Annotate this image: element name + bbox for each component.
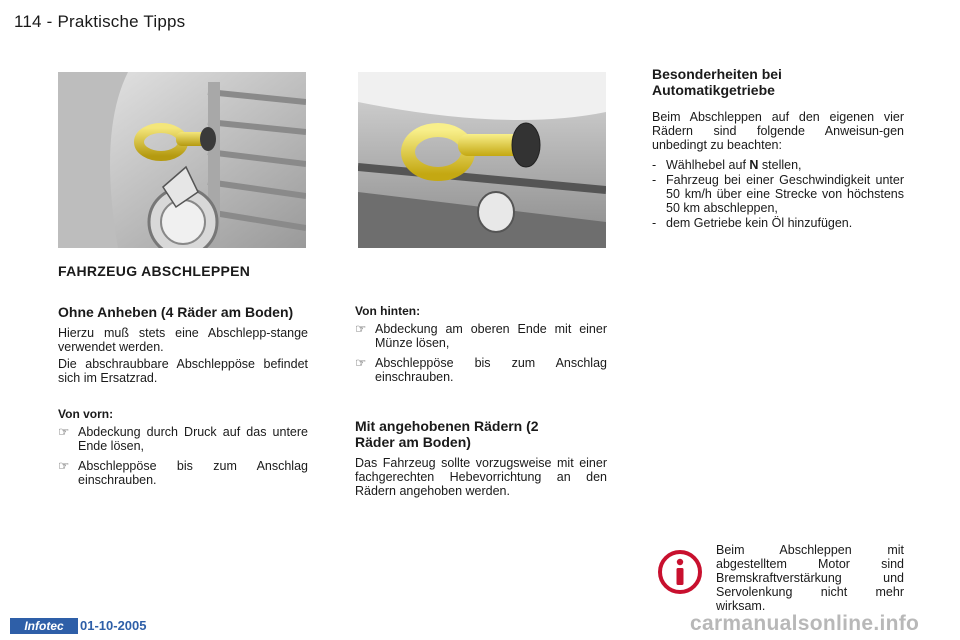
info-note-text: Beim Abschleppen mit abgestelltem Motor sind Bremskraftverstärkung und Servolenkung nicht mehr wirksam.: [716, 543, 904, 613]
list-item: [58, 425, 308, 453]
automatic-item-2: Fahrzeug bei einer Geschwindigkeit unter 50 km/h über eine Strecke von höchstens 50 km abschleppen,: [666, 173, 904, 215]
list-item: [652, 173, 904, 215]
list-item: [652, 216, 904, 230]
page-header: [14, 12, 185, 32]
watermark: carmanualsonline.info: [690, 612, 920, 635]
automatic-list: [652, 158, 904, 230]
no-lift-para-1: Hierzu muß stets eine Abschlepp-stange verwendet werden.: [58, 326, 308, 354]
rear-step-2: Abschleppöse bis zum Anschlag einschrauben.: [375, 356, 607, 384]
automatic-heading: Besonderheiten bei Automatikgetriebe: [652, 66, 782, 98]
pointing-hand-icon: ☞: [355, 356, 367, 370]
pointing-hand-icon: ☞: [58, 425, 70, 439]
front-step-1: Abdeckung durch Druck auf das untere Ende lösen,: [78, 425, 308, 453]
footer-date: 01-10-2005: [80, 618, 147, 633]
front-step-2: Abschleppöse bis zum Anschlag einschrauben.: [78, 459, 308, 487]
rear-steps-list: [355, 322, 607, 384]
section-title: Praktische Tipps: [57, 12, 186, 31]
column-2: [355, 304, 607, 498]
dash-marker: -: [652, 158, 657, 172]
pointing-hand-icon: ☞: [58, 459, 70, 473]
automatic-item-1-post: stellen,: [758, 158, 802, 172]
info-icon: [656, 548, 704, 596]
pointing-hand-icon: ☞: [355, 322, 367, 336]
list-item: [652, 158, 904, 172]
no-lift-heading: Ohne Anheben (4 Räder am Boden): [58, 304, 294, 320]
dash-marker: -: [652, 173, 657, 187]
header-separator: -: [46, 12, 53, 31]
main-title: FAHRZEUG ABSCHLEPPEN: [58, 263, 251, 279]
infotec-logo: Infotec: [10, 618, 78, 634]
page-number: 114: [14, 12, 42, 31]
automatic-intro: Beim Abschleppen auf den eigenen vier Rädern sind folgende Anweisun-gen unbedingt zu beachten:: [652, 110, 904, 152]
list-item: [355, 356, 607, 384]
dash-marker: -: [652, 216, 657, 230]
rear-label: Von hinten:: [355, 304, 421, 318]
no-lift-para-2: Die abschraubbare Abschleppöse befindet sich im Ersatzrad.: [58, 357, 308, 385]
front-label: Von vorn:: [58, 407, 114, 421]
column-3: [652, 66, 904, 231]
list-item: [355, 322, 607, 350]
lifted-para: Das Fahrzeug sollte vorzugsweise mit einer fachgerechten Hebevorrichtung an den Rädern angehoben werden.: [355, 456, 607, 498]
front-steps-list: [58, 425, 308, 487]
automatic-item-3: dem Getriebe kein Öl hinzufügen.: [666, 216, 853, 230]
automatic-item-1-pre: Wählhebel auf: [666, 158, 750, 172]
automatic-item-1-bold: N: [749, 158, 759, 172]
lifted-heading: Mit angehobenen Rädern (2 Räder am Boden): [355, 418, 539, 450]
front-towing-illustration: [58, 72, 306, 248]
column-1: [58, 304, 308, 493]
rear-step-1: Abdeckung am oberen Ende mit einer Münze lösen,: [375, 322, 607, 350]
list-item: [58, 459, 308, 487]
rear-towing-illustration: [358, 72, 606, 248]
